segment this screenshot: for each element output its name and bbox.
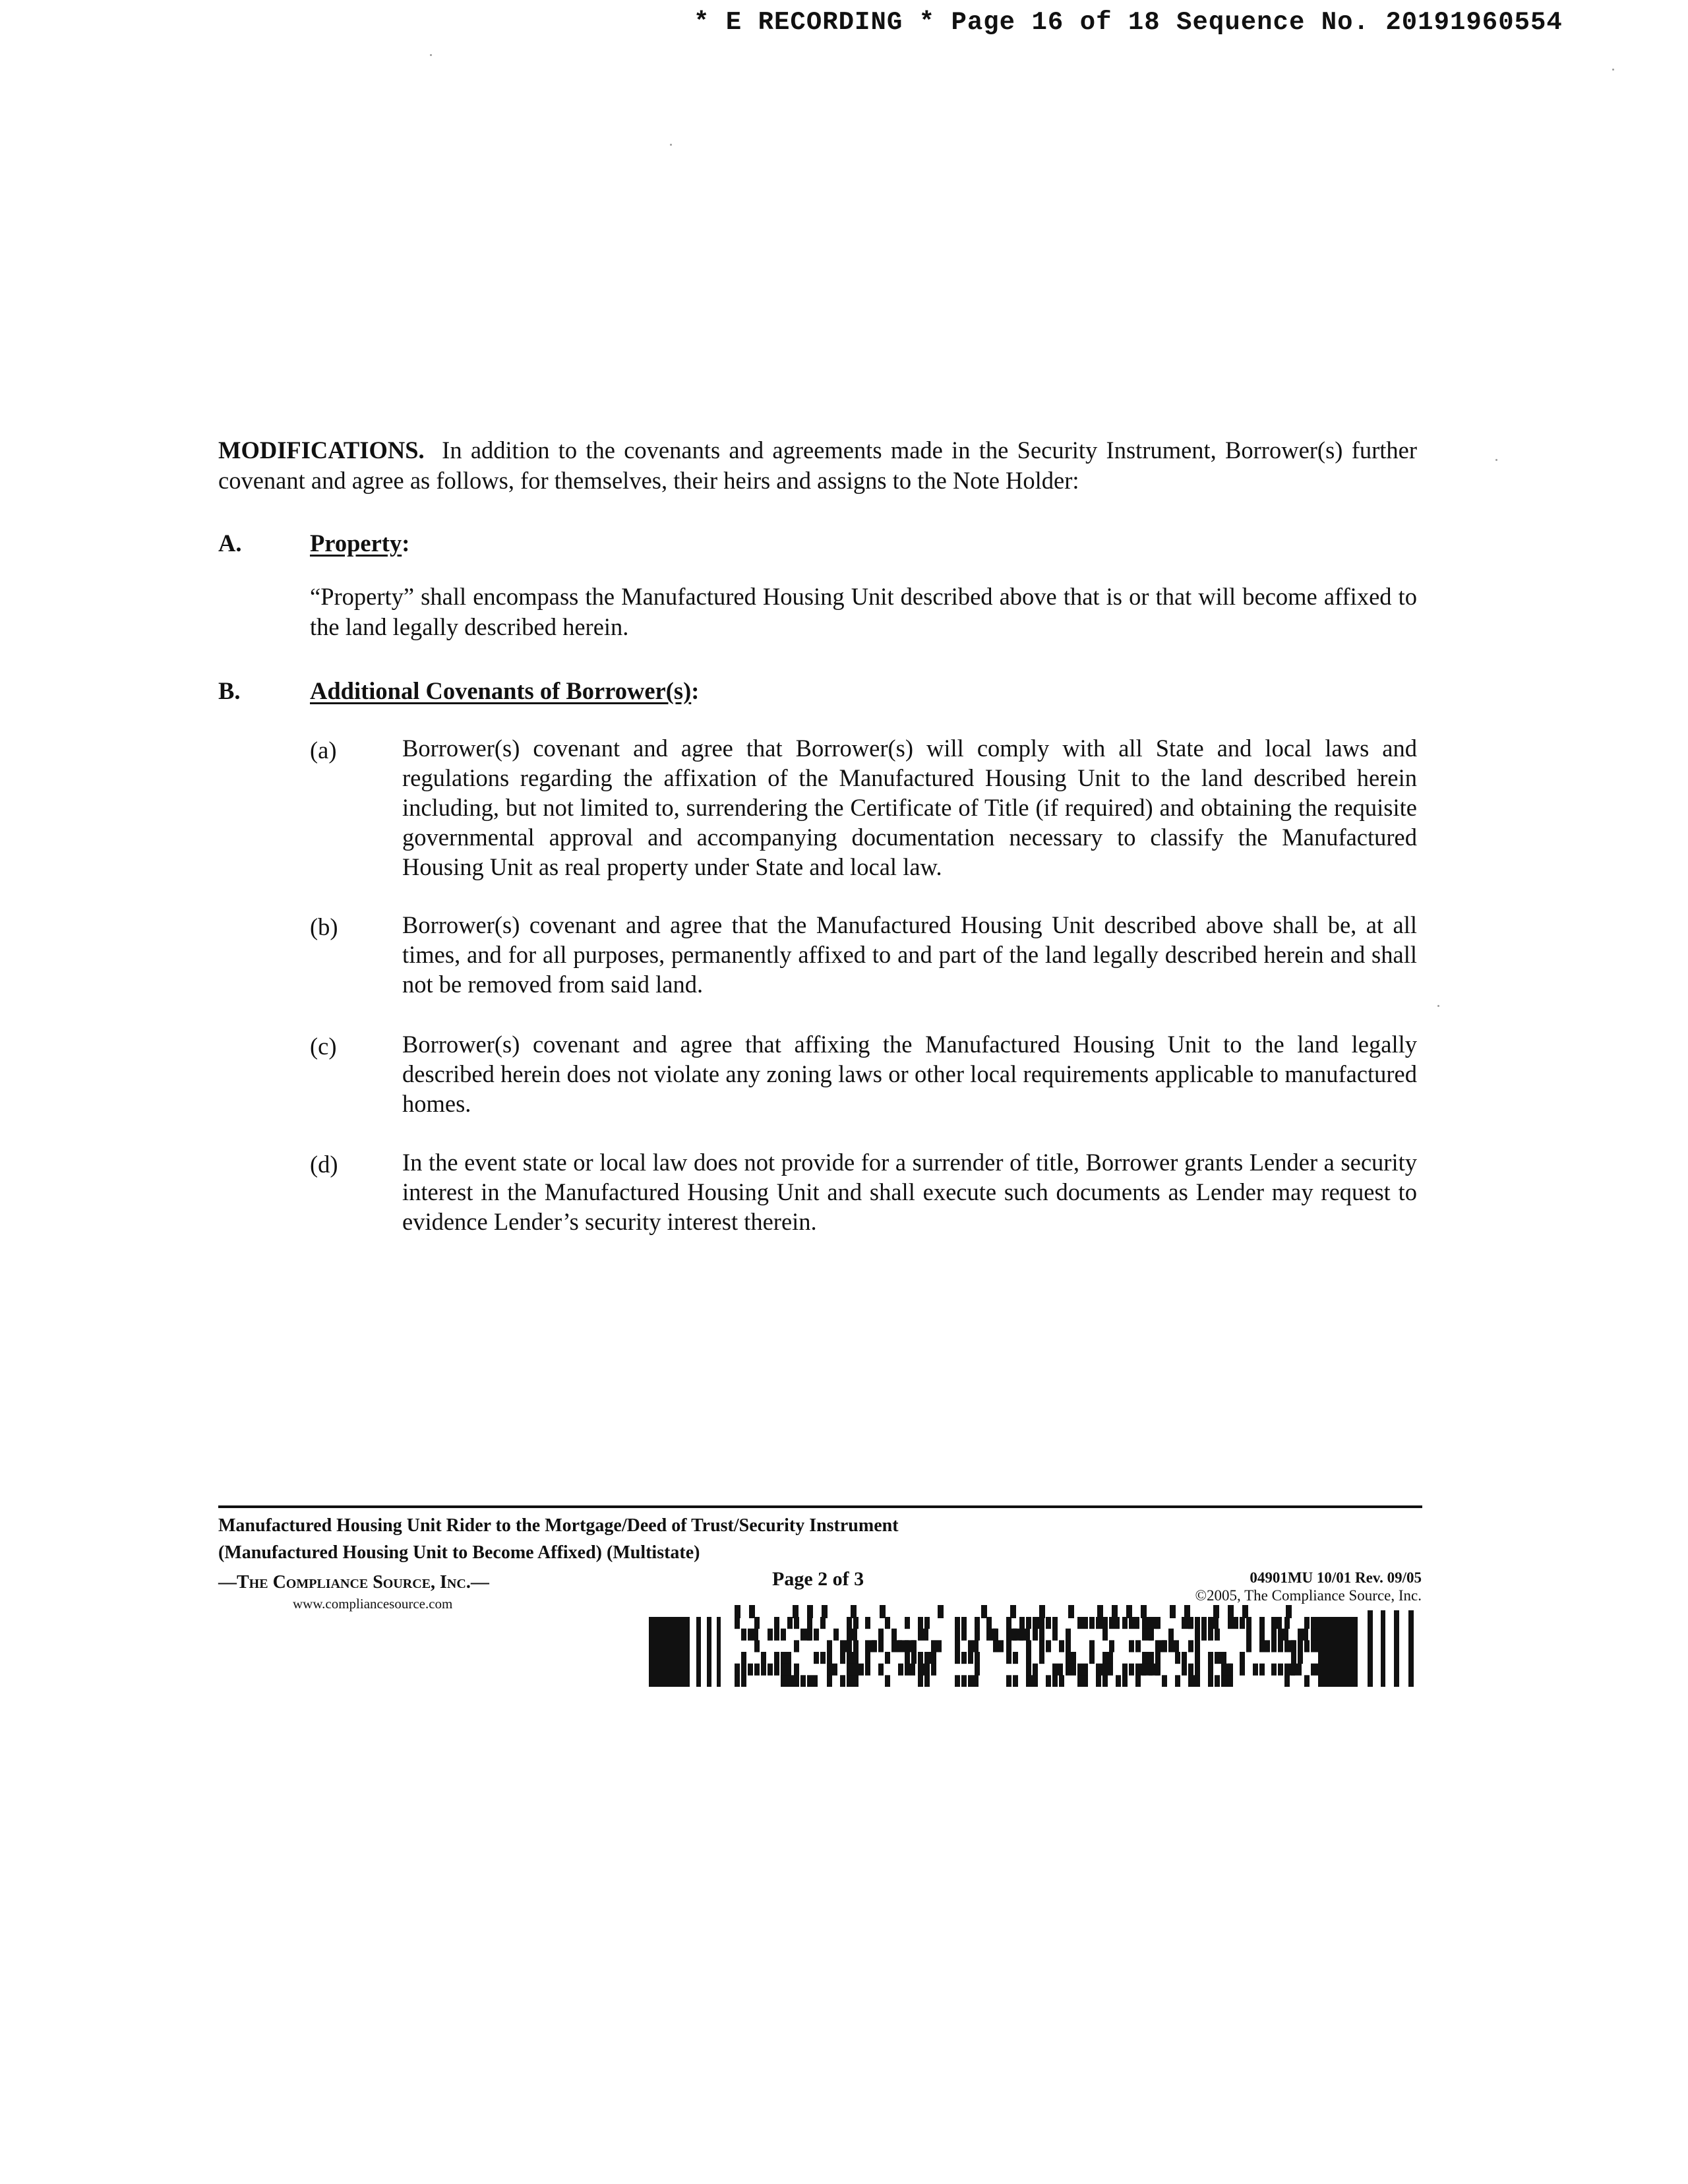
barcode-module	[1298, 1640, 1303, 1652]
barcode-module	[768, 1664, 773, 1676]
barcode-module	[1284, 1675, 1290, 1687]
barcode-module	[851, 1605, 857, 1618]
barcode-module	[1149, 1629, 1154, 1641]
barcode-module	[955, 1640, 960, 1652]
barcode-module	[975, 1629, 980, 1641]
barcode-module	[761, 1652, 766, 1664]
barcode-module	[1228, 1617, 1238, 1629]
barcode-module	[891, 1629, 897, 1641]
barcode-module	[781, 1629, 786, 1641]
barcode-module	[1208, 1617, 1219, 1629]
barcode-module	[1129, 1617, 1139, 1629]
barcode-module	[853, 1652, 859, 1664]
barcode-module	[1066, 1652, 1076, 1664]
barcode-module	[975, 1652, 980, 1664]
barcode-module	[1221, 1652, 1226, 1664]
barcode-module	[1059, 1675, 1064, 1687]
barcode-module	[993, 1629, 998, 1641]
barcode-module	[1109, 1617, 1120, 1629]
barcode-module	[807, 1629, 812, 1641]
barcode-module	[1208, 1652, 1213, 1664]
barcode-module	[878, 1629, 884, 1641]
barcode-module	[853, 1664, 864, 1676]
barcode-module	[1271, 1629, 1277, 1641]
barcode-module	[1188, 1640, 1193, 1652]
section-b-letter: B.	[218, 677, 241, 704]
barcode-module	[1089, 1652, 1095, 1664]
barcode-module	[1109, 1640, 1114, 1652]
barcode-module	[696, 1617, 701, 1687]
barcode-module	[918, 1675, 923, 1687]
barcode-module	[1066, 1664, 1076, 1676]
footer-copyright: ©2005, The Compliance Source, Inc.	[1195, 1587, 1422, 1604]
barcode-module	[1208, 1675, 1213, 1687]
barcode-module	[1097, 1605, 1103, 1618]
barcode-module	[814, 1629, 819, 1641]
barcode-module	[1155, 1617, 1160, 1629]
barcode-module	[1175, 1652, 1180, 1664]
section-a-letter: A.	[218, 530, 242, 557]
barcode-module	[1259, 1640, 1270, 1652]
barcode-module	[827, 1675, 832, 1687]
barcode-module	[1006, 1617, 1011, 1629]
barcode-module	[1155, 1652, 1160, 1664]
scan-speck	[1437, 1005, 1439, 1007]
barcode-module	[1259, 1629, 1265, 1641]
barcode-module	[1240, 1617, 1245, 1629]
barcode-module	[1039, 1640, 1044, 1652]
barcode-module	[955, 1675, 960, 1687]
barcode-module	[735, 1664, 740, 1676]
barcode-module	[1408, 1610, 1414, 1687]
barcode-module	[1246, 1640, 1251, 1652]
barcode-module	[749, 1605, 755, 1618]
section-a-title-colon: :	[402, 530, 410, 557]
barcode-module	[1228, 1675, 1233, 1687]
barcode-module	[1046, 1640, 1051, 1652]
barcode-module	[1155, 1664, 1160, 1676]
barcode-module	[865, 1652, 870, 1664]
barcode-module	[827, 1640, 832, 1652]
covenant-a-label: (a)	[310, 737, 337, 764]
barcode-module	[1019, 1629, 1030, 1641]
barcode-module	[1077, 1617, 1088, 1629]
barcode-module	[905, 1652, 910, 1664]
footer-form-subtitle: (Manufactured Housing Unit to Become Affixed) (Multistate)	[218, 1542, 700, 1563]
barcode-module	[1066, 1629, 1071, 1641]
footer-company-url: www.compliancesource.com	[293, 1596, 453, 1612]
barcode-module	[1215, 1675, 1220, 1687]
modifications-paragraph	[218, 435, 1417, 496]
barcode-module	[1304, 1617, 1310, 1629]
barcode-module	[961, 1629, 967, 1641]
barcode-module	[1010, 1605, 1016, 1618]
barcode-module	[938, 1605, 944, 1618]
barcode-module	[1077, 1675, 1088, 1687]
barcode-module	[961, 1617, 967, 1629]
barcode-module	[865, 1664, 870, 1676]
barcode-module	[1242, 1605, 1248, 1618]
barcode-module	[1026, 1640, 1031, 1652]
barcode-module	[847, 1640, 852, 1652]
barcode-module	[1253, 1664, 1258, 1676]
barcode-module	[911, 1652, 917, 1664]
section-b-title-text: Additional Covenants of Borrower(s)	[310, 677, 692, 704]
barcode-module	[1284, 1617, 1290, 1629]
barcode-module	[1135, 1675, 1141, 1687]
barcode-module	[820, 1617, 826, 1629]
barcode-module	[1271, 1617, 1282, 1629]
barcode-module	[1278, 1640, 1283, 1652]
barcode-module	[827, 1652, 832, 1664]
barcode-module	[774, 1664, 779, 1676]
barcode-module	[800, 1675, 806, 1687]
barcode-module	[1318, 1617, 1358, 1687]
barcode-module	[853, 1675, 859, 1687]
e-recording-header: * E RECORDING * Page 16 of 18 Sequence No. 20191960554	[694, 8, 1563, 37]
barcode-module	[748, 1664, 753, 1676]
barcode-module	[822, 1605, 828, 1618]
modifications-text: In addition to the covenants and agreements made in the Security Instrument, Borrower(s) further covenant and agree as follows, for themselves, their heirs and assigns to the Note Holder:	[218, 437, 1418, 494]
barcode-module	[807, 1605, 813, 1618]
barcode-module	[1116, 1675, 1121, 1687]
barcode-module	[1246, 1617, 1251, 1629]
barcode-module	[924, 1617, 930, 1629]
barcode-module	[754, 1640, 760, 1652]
barcode-module	[774, 1617, 779, 1629]
barcode-module	[1195, 1675, 1200, 1687]
barcode-module	[1039, 1605, 1045, 1618]
barcode-module	[1026, 1652, 1031, 1664]
barcode-module	[1271, 1640, 1277, 1652]
barcode-module	[1039, 1617, 1044, 1629]
barcode-module	[986, 1617, 992, 1629]
barcode-module	[794, 1617, 799, 1629]
footer-form-number: 04901MU 10/01 Rev. 09/05	[1250, 1569, 1422, 1586]
barcode-module	[1228, 1664, 1233, 1676]
barcode-module	[961, 1675, 967, 1687]
barcode-module	[741, 1629, 746, 1641]
section-b-title-colon: :	[691, 677, 700, 704]
barcode-module	[975, 1664, 980, 1676]
barcode-module	[741, 1652, 746, 1664]
barcode-module	[1291, 1652, 1296, 1664]
barcode-module	[1066, 1640, 1071, 1652]
barcode-module	[1286, 1605, 1292, 1618]
barcode-module	[878, 1640, 884, 1652]
barcode-module	[1195, 1617, 1200, 1629]
barcode-module	[794, 1675, 799, 1687]
barcode-module	[1033, 1675, 1038, 1687]
footer-company-name: —The Compliance Source, Inc.—	[218, 1572, 489, 1592]
barcode-module	[918, 1652, 923, 1664]
barcode-module	[794, 1664, 799, 1676]
barcode-module	[1013, 1652, 1018, 1664]
barcode-module	[717, 1617, 721, 1687]
barcode-module	[1006, 1675, 1011, 1687]
barcode-module	[931, 1664, 936, 1676]
barcode-module	[1195, 1640, 1200, 1652]
covenant-c-text: Borrower(s) covenant and agree that affixing the Manufactured Housing Unit to the land legally described herein does not violate any zoning laws or other local requirements applicable to manufactured homes.	[402, 1031, 1417, 1117]
section-a-title-text: Property	[310, 530, 402, 557]
property-definition: “Property” shall encompass the Manufactured Housing Unit described above that is or that will become affixed to the land legally described herein.	[310, 583, 1417, 640]
barcode-module	[1112, 1605, 1118, 1618]
barcode-module	[905, 1664, 915, 1676]
barcode-module	[1135, 1640, 1141, 1652]
barcode-module	[1259, 1664, 1265, 1676]
covenant-d-label: (d)	[310, 1151, 338, 1178]
barcode-module	[1259, 1617, 1265, 1629]
barcode-module	[924, 1675, 930, 1687]
barcode-module	[820, 1652, 826, 1664]
barcode-module	[872, 1640, 877, 1652]
barcode-module	[1201, 1617, 1207, 1629]
barcode-module	[1141, 1605, 1147, 1618]
section-b-title	[310, 677, 699, 705]
modifications-heading: MODIFICATIONS.	[218, 437, 425, 464]
barcode-module	[1188, 1617, 1193, 1629]
covenant-c-label: (c)	[310, 1033, 337, 1060]
barcode-module	[1195, 1629, 1200, 1641]
barcode-module	[1059, 1640, 1064, 1652]
barcode-module	[1278, 1629, 1288, 1641]
barcode-module	[1052, 1629, 1058, 1641]
barcode-module	[748, 1629, 758, 1641]
barcode-module	[885, 1675, 890, 1687]
barcode-module	[878, 1664, 884, 1676]
barcode-module	[847, 1629, 857, 1641]
barcode-module	[1122, 1664, 1128, 1676]
barcode-module	[885, 1652, 890, 1664]
barcode-module	[761, 1664, 766, 1676]
barcode-module	[955, 1652, 960, 1664]
barcode-module	[1026, 1664, 1031, 1676]
barcode-module	[975, 1617, 980, 1629]
barcode-module	[898, 1664, 903, 1676]
barcode-module	[1052, 1675, 1058, 1687]
barcode-module	[918, 1629, 928, 1641]
barcode-module	[865, 1617, 870, 1629]
barcode-module	[1013, 1675, 1018, 1687]
barcode-module	[1298, 1652, 1303, 1664]
barcode-module	[1019, 1617, 1025, 1629]
barcode-module	[1096, 1675, 1101, 1687]
barcode-module	[1162, 1675, 1167, 1687]
barcode-module	[1170, 1605, 1176, 1618]
covenant-b-label: (b)	[310, 913, 338, 940]
barcode-module	[1240, 1664, 1245, 1676]
footer-divider	[218, 1505, 1422, 1508]
barcode-module	[774, 1652, 779, 1664]
barcode-module	[754, 1664, 760, 1676]
barcode-module	[1039, 1629, 1044, 1641]
barcode-module	[1122, 1617, 1128, 1629]
barcode-module	[735, 1605, 740, 1618]
barcode-module	[1052, 1664, 1063, 1676]
barcode-module	[1381, 1610, 1385, 1687]
barcode-module	[1208, 1629, 1213, 1641]
footer-page-number: Page 2 of 3	[772, 1568, 864, 1590]
barcode-module	[1368, 1610, 1373, 1687]
barcode-module	[1129, 1640, 1134, 1652]
barcode-module	[1246, 1629, 1251, 1641]
barcode-module	[814, 1652, 819, 1664]
barcode-module	[807, 1617, 812, 1629]
barcode-module	[1278, 1664, 1283, 1676]
barcode-module	[1195, 1664, 1200, 1676]
barcode-module	[794, 1640, 799, 1652]
barcode-module	[1046, 1675, 1051, 1687]
barcode-module	[1215, 1629, 1220, 1641]
barcode-module	[741, 1664, 746, 1676]
barcode-module	[768, 1629, 773, 1641]
barcode-module	[781, 1652, 791, 1664]
barcode-module	[1168, 1629, 1174, 1641]
barcode-module	[1102, 1652, 1113, 1664]
barcode-module	[793, 1605, 799, 1618]
barcode-module	[1213, 1605, 1219, 1618]
barcode-module	[1182, 1664, 1187, 1676]
barcode-module	[1033, 1664, 1038, 1676]
barcode-module	[1271, 1664, 1277, 1676]
barcode-module	[1006, 1640, 1011, 1652]
scan-speck	[670, 144, 672, 146]
footer-form-title: Manufactured Housing Unit Rider to the Mortgage/Deed of Trust/Security Instrument	[218, 1515, 899, 1536]
barcode-module	[1304, 1675, 1310, 1687]
scan-speck	[1612, 69, 1614, 71]
barcode-module	[1149, 1652, 1154, 1664]
document-barcode	[649, 1605, 1420, 1687]
barcode-module	[955, 1629, 960, 1641]
scan-speck	[1495, 459, 1497, 461]
barcode-module	[931, 1652, 936, 1664]
barcode-module	[1102, 1629, 1108, 1641]
barcode-module	[968, 1675, 979, 1687]
barcode-module	[1102, 1617, 1108, 1629]
barcode-module	[847, 1617, 852, 1629]
barcode-module	[1046, 1617, 1051, 1629]
barcode-module	[1052, 1617, 1058, 1629]
barcode-module	[1129, 1664, 1134, 1676]
barcode-module	[1089, 1617, 1095, 1629]
barcode-module	[1240, 1652, 1245, 1664]
barcode-module	[649, 1617, 690, 1687]
barcode-module	[840, 1675, 845, 1687]
barcode-module	[1195, 1652, 1200, 1664]
barcode-module	[827, 1664, 837, 1676]
section-a-title	[310, 529, 409, 557]
barcode-module	[735, 1675, 740, 1687]
barcode-module	[1188, 1664, 1193, 1676]
barcode-module	[1291, 1664, 1302, 1676]
barcode-module	[735, 1617, 740, 1629]
barcode-module	[1102, 1675, 1108, 1687]
barcode-module	[754, 1617, 760, 1629]
barcode-module	[840, 1652, 845, 1664]
barcode-module	[1126, 1605, 1132, 1618]
barcode-module	[961, 1652, 967, 1664]
barcode-module	[707, 1617, 711, 1687]
barcode-module	[1184, 1605, 1190, 1618]
barcode-module	[1175, 1675, 1180, 1687]
barcode-module	[853, 1640, 859, 1652]
barcode-module	[968, 1652, 973, 1664]
barcode-module	[1228, 1605, 1234, 1618]
barcode-module	[1033, 1629, 1038, 1641]
barcode-module	[1208, 1664, 1213, 1676]
barcode-module	[1077, 1664, 1088, 1676]
barcode-module	[911, 1640, 917, 1652]
barcode-module	[787, 1617, 793, 1629]
barcode-module	[1304, 1640, 1310, 1652]
barcode-module	[968, 1640, 979, 1652]
barcode-module	[981, 1605, 987, 1618]
barcode-module	[1201, 1629, 1207, 1641]
barcode-module	[1122, 1675, 1128, 1687]
barcode-module	[918, 1617, 923, 1629]
barcode-module	[1102, 1664, 1113, 1676]
barcode-module	[885, 1617, 890, 1629]
barcode-module	[853, 1617, 859, 1629]
barcode-module	[1006, 1652, 1011, 1664]
barcode-module	[1182, 1652, 1187, 1664]
scan-speck	[430, 54, 432, 56]
barcode-module	[833, 1629, 839, 1641]
barcode-module	[1039, 1652, 1044, 1664]
barcode-module	[1068, 1605, 1074, 1618]
covenant-b-text: Borrower(s) covenant and agree that the Manufactured Housing Unit described above shall be, at all times, and for all purposes, permanently affixed to and part of the land legally described herein and shall not be removed from said land.	[402, 911, 1417, 998]
barcode-module	[1168, 1640, 1179, 1652]
barcode-module	[931, 1640, 942, 1652]
barcode-module	[807, 1675, 818, 1687]
barcode-module	[955, 1617, 960, 1629]
barcode-module	[993, 1640, 1004, 1652]
barcode-module	[774, 1629, 779, 1641]
barcode-module	[1162, 1640, 1167, 1652]
barcode-module	[781, 1664, 791, 1676]
barcode-module	[924, 1664, 930, 1676]
barcode-module	[1298, 1629, 1308, 1641]
barcode-module	[880, 1605, 886, 1618]
barcode-module	[905, 1617, 910, 1629]
covenant-d-text: In the event state or local law does not provide for a surrender of title, Borrower grants Lender a security interest in the Manufactured Housing Unit and shall execute such documents as Lender may request to evidence Lender’s security interest therein.	[402, 1149, 1417, 1235]
barcode-module	[1089, 1640, 1095, 1652]
barcode-module	[1291, 1640, 1296, 1652]
covenant-a-text: Borrower(s) covenant and agree that Borrower(s) will comply with all State and local laws and regulations regarding the affixation of the Manufactured Housing Unit to the land described herein including, but not limited to, surrendering the Certificate of Title (if required) and obtaining the requisite governmental approval and accompanying documentation necessary to classify the Manufactured Housing Unit as real property under State and local law.	[402, 735, 1417, 880]
barcode-module	[1394, 1610, 1399, 1687]
barcode-module	[741, 1675, 746, 1687]
barcode-module	[1026, 1617, 1031, 1629]
